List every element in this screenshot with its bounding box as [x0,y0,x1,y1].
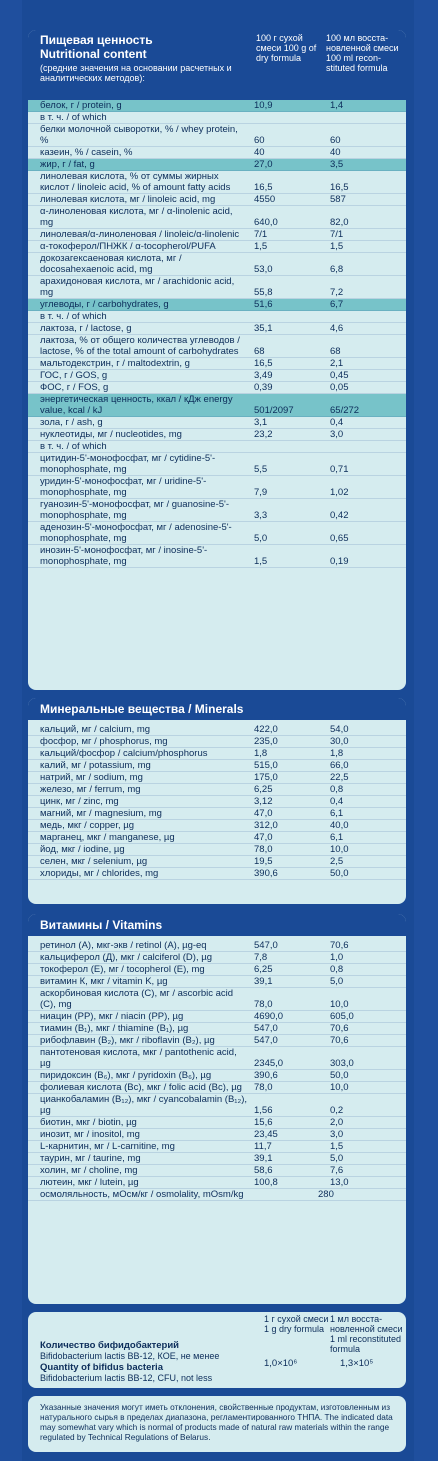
row-label: фосфор, мг / phosphorus, mg [40,736,168,747]
col1-header: 100 г сухой смеси 100 g of dry formula [256,33,317,63]
minerals-table [28,724,406,880]
bifido-panel [28,1312,406,1388]
row-value-2: 65/272 [330,405,360,416]
row-label: холин, мг / choline, mg [40,1165,138,1176]
minerals-row [28,844,406,856]
nutrition-row [28,441,406,453]
row-value-2: 0,8 [330,784,344,795]
vitamins-row [28,1153,406,1165]
row-label: линолевая кислота, % от суммы жирных кислот / linoleic acid, % of amount fatty acids [40,171,231,193]
row-value-1: 2345,0 [254,1058,284,1069]
row-value-2: 303,0 [330,1058,354,1069]
row-value-1: 3,49 [254,370,273,381]
row-value-2: 50,0 [330,868,349,879]
row-label: натрий, мг / sodium, mg [40,772,143,783]
row-value-2: 3,5 [330,159,344,170]
row-value-2: 1,5 [330,1141,344,1152]
row-value-1: 5,0 [254,533,268,544]
row-value-1: 235,0 [254,736,278,747]
row-value-1: 312,0 [254,820,278,831]
row-label: α-линоленовая кислота, мг / α-linolenic acid, mg [40,206,233,228]
row-label: цинк, мг / zinc, mg [40,796,119,807]
row-label: цианкобаламин (B₁₂), мкг / cyancobalamin (B₁₂), µg [40,1094,247,1116]
row-label: селен, мкг / selenium, µg [40,856,148,867]
vitamins-row [28,964,406,976]
row-value-1: 78,0 [254,844,273,855]
row-value-1: 27,0 [254,159,273,170]
row-value-2: 70,6 [330,940,349,951]
row-label: йод, мкг / iodine, µg [40,844,125,855]
bifido-col2-header: 1 мл восста-новленной смеси 1 ml reconstituted formula [330,1314,403,1354]
bifido-value-1: 1,0×10⁶ [264,1358,298,1369]
nutrition-row [28,112,406,124]
minerals-row [28,760,406,772]
bifido-label-en: Quantity of bifidus bacteria [40,1362,163,1373]
bifido-sub-en: Bifidobacterium lactis BB-12, CFU, not less [40,1373,213,1383]
row-value-2: 10,0 [330,999,349,1010]
row-label: лютеин, мкг / lutein, µg [40,1177,139,1188]
row-value-2: 40,0 [330,820,349,831]
row-value-1: 58,6 [254,1165,273,1176]
row-value-1: 390,6 [254,1070,278,1081]
row-value-1: 39,1 [254,1153,273,1164]
row-value-2: 3,0 [330,429,344,440]
nutrition-row [28,276,406,299]
row-label: кальций, мг / calcium, mg [40,724,151,735]
row-value-1: 4550 [254,194,276,205]
nutrition-row [28,147,406,159]
vitamins-row [28,1070,406,1082]
row-value-1: 1,8 [254,748,268,759]
nutrition-header [28,30,406,100]
row-value-2: 1,02 [330,487,349,498]
minerals-row [28,784,406,796]
row-label: уридин-5'-монофосфат, мг / uridine-5'-monophosphate, mg [40,476,207,498]
minerals-row [28,820,406,832]
row-value-1: 5,5 [254,464,268,475]
vitamins-row [28,1082,406,1094]
row-value-1: 3,12 [254,796,273,807]
row-value-1: 280 [318,1189,334,1200]
row-label: энергетическая ценность, ккал / кДж energy value, kcal / kJ [40,394,233,416]
nutrition-row [28,253,406,276]
vitamins-row [28,988,406,1011]
row-label: лактоза, % от общего количества углеводов / lactose, % of the total amount of carbohydrates [40,335,240,357]
nutrition-row [28,453,406,476]
row-value-2: 7,6 [330,1165,344,1176]
row-label: в т. ч. / of which [40,311,107,322]
row-value-2: 4,6 [330,323,344,334]
row-value-2: 5,0 [330,976,344,987]
row-value-1: 11,7 [254,1141,272,1152]
row-label: жир, г / fat, g [40,159,95,170]
row-value-1: 3,3 [254,510,268,521]
row-value-1: 35,1 [254,323,273,334]
row-value-1: 78,0 [254,1082,273,1093]
row-value-2: 3,0 [330,1129,344,1140]
row-value-2: 1,0 [330,952,344,963]
row-value-1: 16,5 [254,182,273,193]
minerals-row [28,748,406,760]
row-value-1: 68 [254,346,265,357]
row-label: фолиевая кислота (Bс), мкг / folic acid (Bс), µg [40,1082,242,1093]
row-label: белки молочной сыворотки, % / whey protein, % [40,124,238,146]
vitamins-row [28,1023,406,1035]
row-value-1: 3,1 [254,417,268,428]
nutrition-row [28,171,406,194]
row-value-1: 175,0 [254,772,278,783]
row-value-2: 2,1 [330,358,344,369]
vitamins-row [28,1047,406,1070]
minerals-row [28,868,406,880]
row-value-1: 547,0 [254,1035,278,1046]
row-value-2: 0,05 [330,382,349,393]
row-value-1: 6,25 [254,964,273,975]
row-value-1: 51,6 [254,299,273,310]
nutrition-row [28,370,406,382]
minerals-row [28,736,406,748]
row-value-2: 10,0 [330,1082,349,1093]
nutrition-row [28,194,406,206]
row-label: ретинол (А), мкг-экв / retinol (А), µg-eq [40,940,207,951]
row-value-2: 16,5 [330,182,349,193]
row-value-2: 66,0 [330,760,349,771]
vitamins-title: Витамины / Vitamins [28,914,406,936]
row-value-2: 6,7 [330,299,344,310]
row-label: аскорбиновая кислота (С), мг / ascorbic acid (C), mg [40,988,234,1010]
vitamins-row [28,1165,406,1177]
title-ru: Пищевая ценность [40,33,153,47]
row-label: в т. ч. / of which [40,112,107,123]
minerals-row [28,856,406,868]
row-label: ниацин (РР), мкг / niacin (PP), µg [40,1011,184,1022]
vitamins-row [28,1094,406,1117]
bifido-sub-ru: Bifidobacterium lactis BB-12, КОЕ, не менее [40,1351,220,1361]
vitamins-row [28,1129,406,1141]
row-value-2: 68 [330,346,341,357]
row-value-2: 50,0 [330,1070,349,1081]
nutrition-row [28,335,406,358]
row-label: белок, г / protein, g [40,100,122,111]
footnote-panel [28,1396,406,1452]
vitamins-row [28,1189,406,1201]
row-value-1: 0,39 [254,382,273,393]
nutrition-row [28,311,406,323]
row-value-1: 39,1 [254,976,273,987]
row-value-1: 6,25 [254,784,273,795]
title-en: Nutritional content [40,47,147,61]
row-value-2: 70,6 [330,1023,349,1034]
row-label: таурин, мг / taurine, mg [40,1153,141,1164]
nutrition-row [28,159,406,171]
nutrition-row [28,206,406,229]
row-value-1: 100,8 [254,1177,278,1188]
row-label: в т. ч. / of which [40,441,107,452]
row-value-2: 22,5 [330,772,349,783]
row-value-1: 47,0 [254,808,273,819]
row-value-1: 15,6 [254,1117,273,1128]
row-value-2: 0,2 [330,1105,344,1116]
nutrition-row [28,323,406,335]
row-value-1: 1,56 [254,1105,273,1116]
col2-header: 100 мл восста-новленной смеси 100 ml recon-stituted formula [326,33,399,73]
nutrition-row [28,299,406,311]
vitamins-row [28,976,406,988]
row-value-1: 1,5 [254,241,268,252]
row-value-1: 23,45 [254,1129,278,1140]
row-label: ФОС, г / FOS, g [40,382,109,393]
row-value-1: 547,0 [254,1023,278,1034]
row-label: арахидоновая кислота, мг / arachidonic acid, mg [40,276,235,298]
row-value-1: 390,6 [254,868,278,879]
row-value-1: 4690,0 [254,1011,284,1022]
row-label: казеин, % / casein, % [40,147,133,158]
row-value-2: 82,0 [330,217,349,228]
row-value-1: 7,9 [254,487,268,498]
row-value-1: 78,0 [254,999,273,1010]
row-value-2: 40 [330,147,341,158]
row-value-2: 60 [330,135,341,146]
row-value-2: 7,2 [330,287,344,298]
row-label: витамин К, мкг / vitamin K, µg [40,976,168,987]
nutrition-row [28,429,406,441]
row-value-2: 6,1 [330,808,344,819]
row-value-1: 1,5 [254,556,268,567]
nutrition-panel [28,30,406,690]
row-label: ГОС, г / GOS, g [40,370,108,381]
vitamins-row [28,1141,406,1153]
row-value-2: 0,42 [330,510,349,521]
nutrition-row [28,100,406,112]
row-value-1: 547,0 [254,940,278,951]
row-value-2: 0,45 [330,370,349,381]
row-label: магний, мг / magnesium, mg [40,808,162,819]
row-value-1: 640,0 [254,217,278,228]
minerals-row [28,772,406,784]
nutrition-row [28,545,406,568]
row-value-1: 53,0 [254,264,273,275]
row-value-2: 30,0 [330,736,349,747]
row-label: рибофлавин (B₂), мкг / riboflavin (B₂), µg [40,1035,215,1046]
row-label: мальтодекстрин, г / maltodextrin, g [40,358,190,369]
row-label: биотин, мкг / biotin, µg [40,1117,137,1128]
row-value-2: 587 [330,194,346,205]
vitamins-table [28,940,406,1201]
minerals-row [28,796,406,808]
nutrition-table [28,100,406,568]
vitamins-row [28,1035,406,1047]
row-value-2: 2,5 [330,856,344,867]
row-label: цитидин-5'-монофосфат, мг / cytidine-5'-monophosphate, mg [40,453,216,475]
row-value-2: 6,1 [330,832,344,843]
row-value-2: 70,6 [330,1035,349,1046]
row-label: пантотеновая кислота, мкг / pantothenic acid, µg [40,1047,237,1069]
row-value-1: 422,0 [254,724,278,735]
minerals-title: Минеральные вещества / Minerals [28,698,406,720]
row-value-2: 10,0 [330,844,349,855]
row-label: углеводы, г / carbohydrates, g [40,299,169,310]
row-value-2: 0,4 [330,417,344,428]
vitamins-row [28,1177,406,1189]
nutrition-row [28,476,406,499]
row-label: марганец, мкг / manganese, µg [40,832,175,843]
row-value-2: 7/1 [330,229,344,240]
row-value-2: 1,5 [330,241,344,252]
row-label: кальций/фосфор / calcium/phosphorus [40,748,208,759]
row-value-2: 5,0 [330,1153,344,1164]
row-value-1: 23,2 [254,429,273,440]
row-value-1: 40 [254,147,265,158]
row-label: инозин-5'-монофосфат, мг / inosine-5'-monophosphate, mg [40,545,208,567]
row-label: тиамин (B₁), мкг / thiamine (B₁), µg [40,1023,189,1034]
row-label: пиридоксин (B₆), мкг / pyridoxin (B₆), µg [40,1070,212,1081]
vitamins-panel [28,914,406,1304]
row-value-2: 605,0 [330,1011,354,1022]
row-value-1: 60 [254,135,265,146]
row-label: медь, мкг / copper, µg [40,820,135,831]
row-label: нуклеотиды, мг / nucleotides, mg [40,429,182,440]
nutrition-row [28,417,406,429]
row-value-1: 7/1 [254,229,268,240]
row-value-1: 55,8 [254,287,273,298]
nutrition-row [28,124,406,147]
minerals-row [28,832,406,844]
row-label: гуанозин-5'-монофосфат, мг / guanosine-5'-monophosphate, mg [40,499,229,521]
row-value-1: 16,5 [254,358,273,369]
row-value-1: 515,0 [254,760,278,771]
row-value-1: 19,5 [254,856,273,867]
row-label: лактоза, г / lactose, g [40,323,132,334]
row-label: инозит, мг / inositol, mg [40,1129,140,1140]
vitamins-row [28,1117,406,1129]
row-label: кальциферол (Д), мкг / calciferol (D), µg [40,952,212,963]
nutrition-row [28,382,406,394]
row-value-2: 13,0 [330,1177,349,1188]
row-value-1: 501/2097 [254,405,294,416]
row-label: докозагексаеновая кислота, мг / docosahexaenoic acid, mg [40,253,182,275]
footnote: Указанные значения могут иметь отклонения, свойственные продуктам, изготовленным из натурального сырья в пределах диапазона, регламентированного ТНПА. The indicated data may somewhat vary which is normal of products made of natural raw materials within the range regulated by Technical Regulations of Belarus. [40,1402,393,1442]
row-label: осмоляльность, мОсм/кг / osmolality, mOsm/kg [40,1189,244,1200]
row-value-2: 0,19 [330,556,349,567]
minerals-panel [28,698,406,904]
row-label: α-токоферол/ПНЖК / α-tocopherol/PUFA [40,241,216,252]
vitamins-row [28,1011,406,1023]
nutrition-row [28,229,406,241]
nutrition-row [28,499,406,522]
nutrition-row [28,358,406,370]
row-value-1: 47,0 [254,832,273,843]
row-value-2: 0,8 [330,964,344,975]
row-value-2: 54,0 [330,724,349,735]
row-value-2: 1,8 [330,748,344,759]
row-value-2: 2,0 [330,1117,344,1128]
row-value-1: 10,9 [254,100,273,111]
row-value-1: 7,8 [254,952,268,963]
nutrition-row [28,394,406,417]
vitamins-row [28,940,406,952]
row-label: токоферол (Е), мг / tocopherol (E), mg [40,964,205,975]
row-value-2: 0,65 [330,533,349,544]
row-value-2: 1,4 [330,100,344,111]
vitamins-row [28,952,406,964]
row-label: зола, г / ash, g [40,417,103,428]
row-value-2: 0,71 [330,464,349,475]
row-label: железо, мг / ferrum, mg [40,784,141,795]
minerals-row [28,808,406,820]
row-label: калий, мг / potassium, mg [40,760,151,771]
row-label: хлориды, мг / chlorides, mg [40,868,159,879]
bifido-label-ru: Количество бифидобактерий [40,1340,180,1351]
nutrition-row [28,522,406,545]
row-label: аденозин-5'-монофосфат, мг / adenosine-5'-monophosphate, mg [40,522,232,544]
nutrition-row [28,241,406,253]
row-label: L-карнитин, мг / L-carnitine, mg [40,1141,175,1152]
header-note: (средние значения на основании расчетных и аналитических методов): [40,63,232,83]
row-value-2: 6,8 [330,264,344,275]
row-label: линолевая/α-линоленовая / linoleic/α-linolenic [40,229,240,240]
bifido-col1-header: 1 г сухой смеси 1 g dry formula [264,1314,329,1334]
row-value-2: 0,4 [330,796,344,807]
bifido-value-2: 1,3×10⁵ [340,1358,374,1369]
minerals-row [28,724,406,736]
row-label: линолевая кислота, мг / linoleic acid, mg [40,194,216,205]
